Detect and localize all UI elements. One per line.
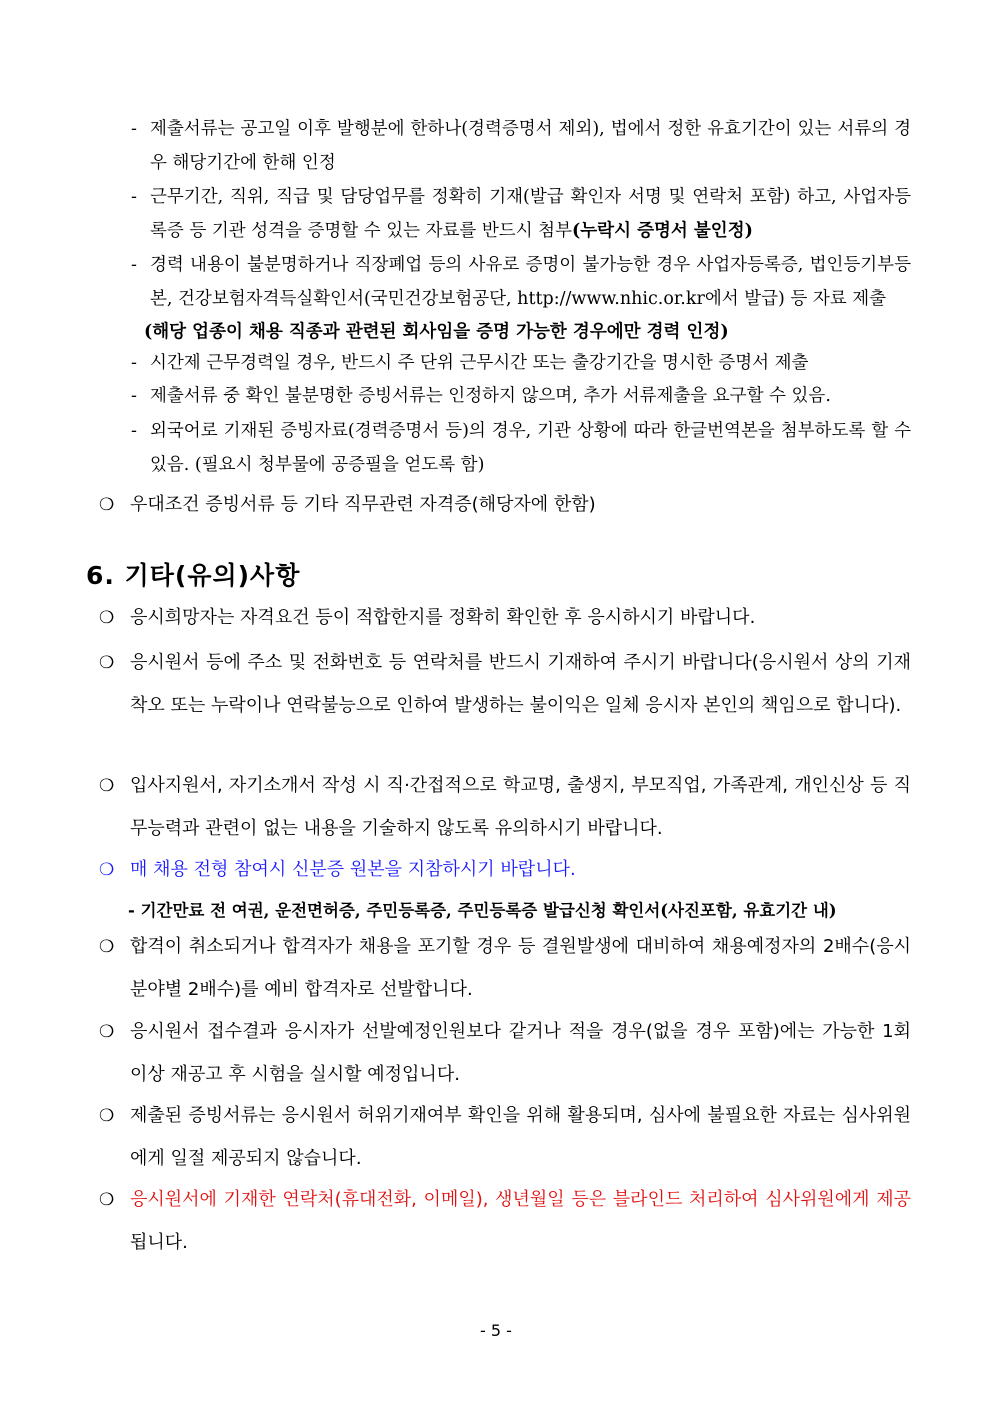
bullet-circle: ❍ (99, 653, 115, 673)
list-item-text (130, 1179, 911, 1264)
list-item (99, 1011, 911, 1096)
text-red: 응시원서에 기재한 연락처(휴대전화, 이메일), 생년월일 등은 블라인드 처리하여 심사위원에게 제공 (130, 1189, 911, 1210)
bullet-circle: ❍ (99, 937, 115, 957)
bullet-circle: ❍ (99, 860, 115, 880)
list-item (99, 642, 911, 727)
section-heading: 6. 기타(유의)사항 (86, 561, 301, 590)
list-item (128, 900, 918, 922)
list-item-text: 매 채용 전형 참여시 신분증 원본을 지참하시기 바랍니다. (130, 859, 576, 880)
list-item (99, 926, 911, 1011)
list-item (131, 181, 911, 248)
bullet-dash: - (131, 187, 137, 207)
list-item-text (144, 249, 911, 350)
list-item (99, 484, 911, 527)
list-item (99, 1179, 911, 1264)
bullet-dash: - (131, 421, 137, 441)
bullet-dash: - (128, 901, 135, 920)
list-item-text: 시간제 근무경력일 경우, 반드시 주 단위 근무시간 또는 출강기간을 명시한 증명서 제출 (150, 353, 809, 373)
list-item-text (150, 181, 911, 248)
bullet-circle: ❍ (99, 495, 115, 515)
list-item-text: 외국어로 기재된 증빙자료(경력증명서 등)의 경우, 기관 상황에 따라 한글번역본을 첨부하도록 할 수 있음. (필요시 청부물에 공증필을 얻도록 함) (150, 421, 911, 475)
list-item (99, 849, 911, 892)
text-normal: 됩니다. (130, 1231, 188, 1253)
page-number: - 5 - (480, 1321, 512, 1340)
bullet-dash: - (131, 353, 137, 373)
list-item-text: 응시희망자는 자격요건 등이 적합한지를 정확히 확인한 후 응시하시기 바랍니다. (130, 607, 756, 628)
list-item-text: 우대조건 증빙서류 등 기타 직무관련 자격증(해당자에 한함) (130, 494, 596, 515)
list-item-text: 입사지원서, 자기소개서 작성 시 직·간접적으로 학교명, 출생지, 부모직업, 가족관계, 개인신상 등 직무능력과 관련이 없는 내용을 기술하지 않도록 유의하시기 바랍니다. (130, 775, 911, 839)
list-item (99, 597, 911, 640)
list-item-text: 제출서류 중 확인 불분명한 증빙서류는 인정하지 않으며, 추가 서류제출을 요구할 수 있음. (150, 386, 831, 406)
list-item (131, 347, 911, 381)
list-item (131, 113, 911, 180)
list-item-text: 제출서류는 공고일 이후 발행분에 한하나(경력증명서 제외), 법에서 정한 유효기간이 있는 서류의 경우 해당기간에 한해 인정 (150, 119, 911, 173)
list-item-text: 응시원서 등에 주소 및 전화번호 등 연락처를 반드시 기재하여 주시기 바랍니다(응시원서 상의 기재착오 또는 누락이나 연락불능으로 인하여 발생하는 불이익은 일체 응시자 본인의 책임으로 합니다). (130, 652, 911, 716)
bullet-dash: - (131, 386, 137, 406)
list-item-text: 제출된 증빙서류는 응시원서 허위기재여부 확인을 위해 활용되며, 심사에 불필요한 자료는 심사위원에게 일절 제공되지 않습니다. (130, 1105, 911, 1169)
list-item-text: 기간만료 전 여권, 운전면허증, 주민등록증, 주민등록증 발급신청 확인서(사진포함, 유효기간 내) (140, 901, 837, 920)
text-bold: (해당 업종이 채용 직종과 관련된 회사임을 증명 가능한 경우에만 경력 인정) (144, 322, 729, 342)
bullet-dash: - (131, 255, 137, 275)
bullet-circle: ❍ (99, 1022, 115, 1042)
bullet-circle: ❍ (99, 608, 115, 628)
list-item (99, 1095, 911, 1180)
bullet-circle: ❍ (99, 776, 115, 796)
list-item (99, 765, 911, 850)
list-item (131, 380, 911, 414)
text-bold: (누락시 증명서 불인정) (571, 220, 753, 241)
list-item-text: 응시원서 접수결과 응시자가 선발예정인원보다 같거나 적을 경우(없을 경우 포함)에는 가능한 1회 이상 재공고 후 시험을 실시할 예정입니다. (130, 1021, 911, 1085)
bullet-circle: ❍ (99, 1106, 115, 1126)
list-item-text: 합격이 취소되거나 합격자가 채용을 포기할 경우 등 결원발생에 대비하여 채용예정자의 2배수(응시분야별 2배수)를 예비 합격자로 선발합니다. (130, 936, 911, 1000)
text-normal: 근무기간, 직위, 직급 및 담당업무를 정확히 기재(발급 확인자 서명 및 연락처 포함) 하고, 사업자등록증 등 기관 성격을 증명할 수 있는 자료를 반드시 첨부 (150, 187, 911, 241)
bullet-dash: - (131, 119, 137, 139)
list-item (131, 415, 911, 482)
text-normal: 경력 내용이 불분명하거나 직장폐업 등의 사유로 증명이 불가능한 경우 사업자등록증, 법인등기부등본, 건강보험자격득실확인서(국민건강보험공단, http://www.nhic.or.kr에서 발급) 등 자료 제출 (150, 255, 911, 309)
list-item (131, 249, 911, 350)
bullet-circle: ❍ (99, 1190, 115, 1210)
